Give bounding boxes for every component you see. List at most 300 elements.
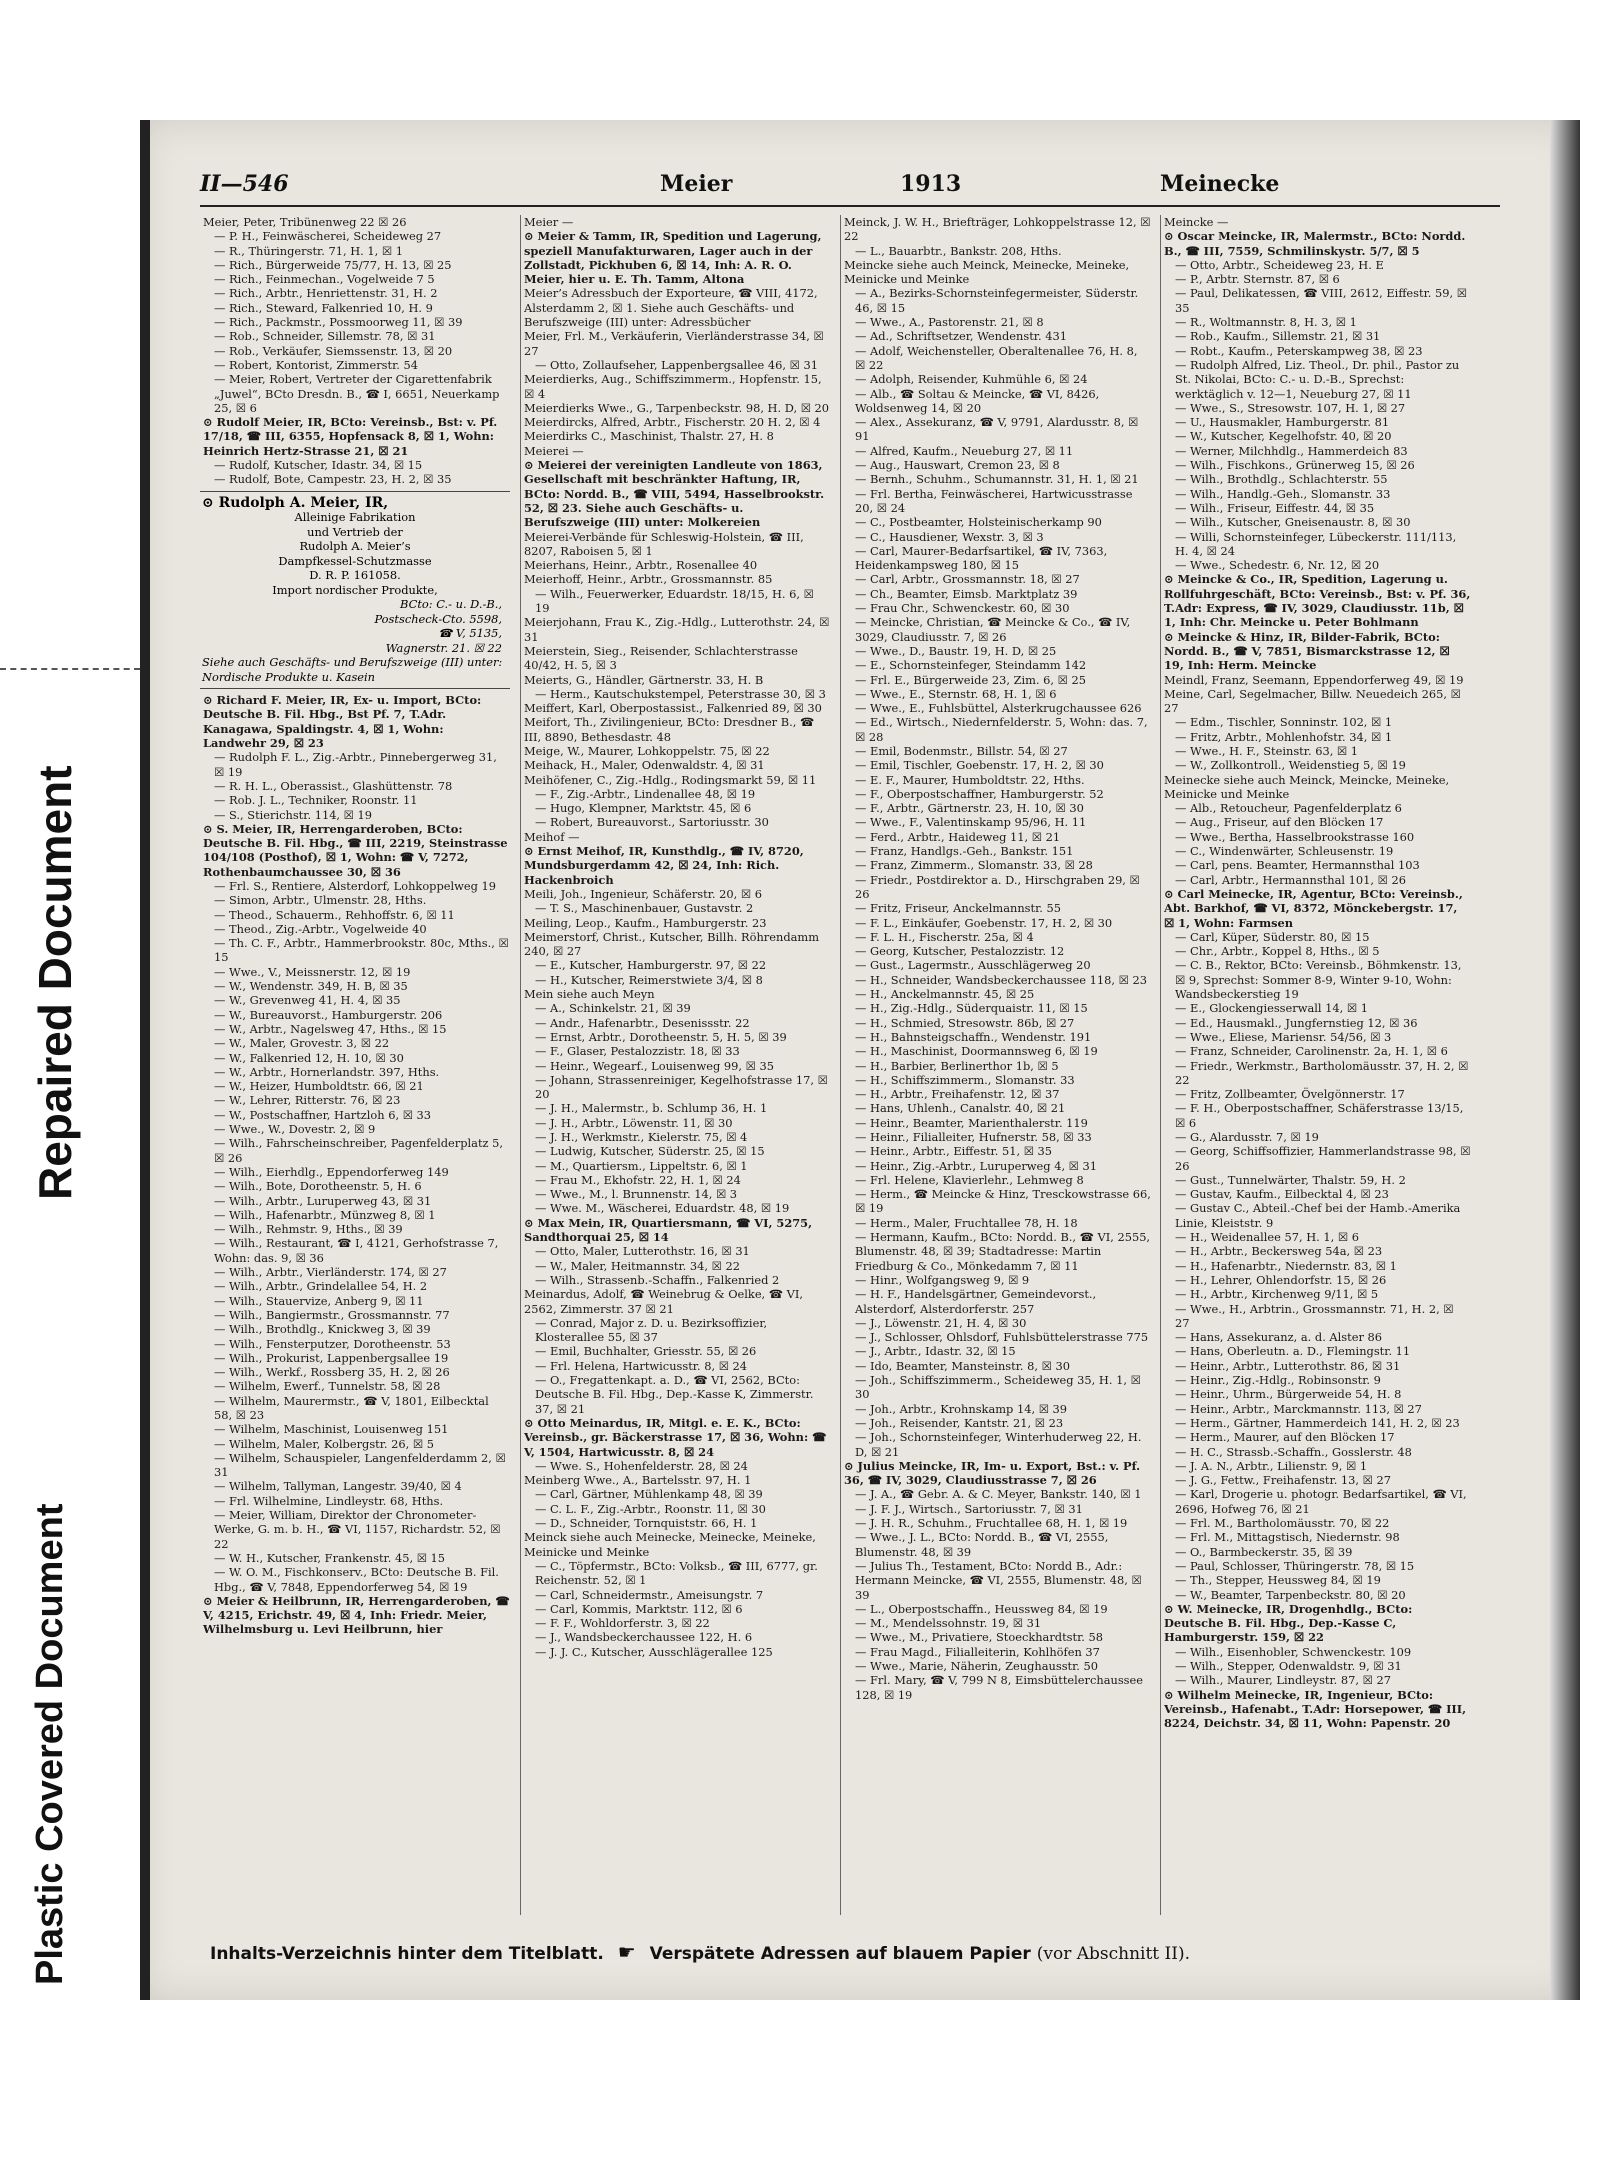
directory-entry: — Rich., Packmstr., Possmoorweg 11, ☒ 39 bbox=[214, 315, 463, 330]
directory-entry: — Rob., Kaufm., Sillemstr. 21, ☒ 31 bbox=[1175, 329, 1381, 344]
page-footer bbox=[210, 1940, 1510, 1964]
directory-entry: — R. H. L., Oberassist., Glashüttenstr. 78 bbox=[214, 778, 453, 793]
directory-entry: — J., Löwenstr. 21, H. 4, ☒ 30 bbox=[855, 1315, 1027, 1330]
directory-entry: — Edm., Tischler, Sonninstr. 102, ☒ 1 bbox=[1175, 715, 1393, 730]
header-last-word: Meinecke bbox=[1160, 171, 1280, 197]
directory-entry: — Ernst, Arbtr., Dorotheenstr. 5, H. 5, ☒ 39 bbox=[535, 1029, 787, 1044]
directory-entry: Meincke siehe auch Meinck, Meinecke, Meineke, Meinicke und Meinke bbox=[844, 257, 1130, 287]
directory-entry: Meiling, Leop., Kaufm., Hamburgerstr. 23 bbox=[524, 915, 767, 930]
directory-entry: — Fritz, Friseur, Anckelmannstr. 55 bbox=[855, 901, 1062, 916]
directory-entry: — Herm., ☎ Meincke & Hinz, Tresckowstrasse 66, ☒ 19 bbox=[855, 1187, 1151, 1216]
directory-entry: — R., Thüringerstr. 71, H. 1, ☒ 1 bbox=[214, 243, 403, 258]
directory-entry: — Fritz, Arbtr., Mohlenhofstr. 34, ☒ 1 bbox=[1175, 729, 1393, 744]
advertisement-line: und Vertrieb der bbox=[307, 524, 403, 539]
directory-entry: — Carl, Küper, Süderstr. 80, ☒ 15 bbox=[1175, 929, 1370, 944]
directory-entry: — Frl. M., Bartholomäusstr. 70, ☒ 22 bbox=[1175, 1516, 1390, 1531]
directory-entry: — W., Arbtr., Hornerlandstr. 397, Hths. bbox=[214, 1064, 440, 1079]
directory-entry: Meier, Frl. M., Verkäuferin, Vierländerstrasse 34, ☒ 27 bbox=[524, 329, 824, 358]
advertisement-line: Import nordischer Produkte, bbox=[272, 582, 438, 597]
directory-entry: — W. O. M., Fischkonserv., BCto: Deutsche B. Fil. Hbg., ☎ V, 7848, Eppendorferweg 54, ☒ 19 bbox=[214, 1565, 499, 1594]
advertisement-line: Alleinige Fabrikation bbox=[294, 510, 416, 525]
directory-entry: — Friedr., Postdirektor a. D., Hirschgraben 29, ☒ 26 bbox=[855, 872, 1140, 901]
directory-entry: — Carl, Schneidermstr., Ameisungstr. 7 bbox=[535, 1587, 764, 1602]
directory-entry: — Chr., Arbtr., Koppel 8, Hths., ☒ 5 bbox=[1175, 944, 1380, 959]
advertisement-line: Dampfkessel-Schutzmasse bbox=[278, 553, 432, 568]
directory-entry: — O., Fregattenkapt. a. D., ☎ VI, 2562, BCto: Deutsche B. Fil. Hbg., Dep.-Kasse K, Zimmerstr. 37, ☒ 21 bbox=[535, 1373, 814, 1416]
directory-entry: — E. F., Maurer, Humboldtstr. 22, Hths. bbox=[855, 772, 1085, 787]
directory-entry: — H., Arbtr., Beckersweg 54a, ☒ 23 bbox=[1175, 1244, 1383, 1259]
directory-entry: Meier’s Adressbuch der Exporteure, ☎ VIII, 4172, Alsterdamm 2, ☒ 1. Siehe auch Geschäfts- und Berufszweige (III) unter: Adressbücher bbox=[524, 286, 818, 330]
directory-entry: — Andr., Hafenarbtr., Desenissstr. 22 bbox=[535, 1015, 750, 1030]
directory-entry: — Wilh., Maurer, Lindleystr. 87, ☒ 27 bbox=[1175, 1673, 1391, 1688]
directory-entry: — Carl, Maurer-Bedarfsartikel, ☎ IV, 7363, Heidenkampsweg 180, ☒ 15 bbox=[855, 543, 1108, 573]
directory-entry: — G., Alardusstr. 7, ☒ 19 bbox=[1175, 1130, 1319, 1144]
directory-entry: — Wilh., Kutscher, Gneisenaustr. 8, ☒ 30 bbox=[1175, 515, 1411, 530]
directory-entry: ⊙ Wilhelm Meinecke, IR, Ingenieur, BCto: Vereinsb., Hafenabt., T.Adr: Horsepower, ☎ III, 8224, Deichstr. 34, ☒ 11, Wohn: Papenstr. 20 bbox=[1164, 1687, 1467, 1731]
directory-entry: — W., Grevenweg 41, H. 4, ☒ 35 bbox=[214, 993, 401, 1008]
directory-entry: — Herm., Gärtner, Hammerdeich 141, H. 2, ☒ 23 bbox=[1175, 1415, 1460, 1430]
directory-entry: — Wwe. M., Wäscherei, Eduardstr. 48, ☒ 19 bbox=[535, 1201, 790, 1216]
directory-entry: — W., Maler, Grovestr. 3, ☒ 22 bbox=[214, 1036, 390, 1051]
directory-entry: — Alb., Retoucheur, Pagenfelderplatz 6 bbox=[1175, 801, 1402, 816]
directory-entry: — Heinr., Arbtr., Eiffestr. 51, ☒ 35 bbox=[855, 1144, 1053, 1159]
directory-entry: — Franz, Handlgs.-Geh., Bankstr. 151 bbox=[855, 844, 1074, 859]
directory-entry: Mein siehe auch Meyn bbox=[524, 987, 655, 1002]
plastic-covered-label bbox=[28, 1504, 72, 1985]
directory-entry: Meierhoff, Heinr., Arbtr., Grossmannstr. 85 bbox=[524, 572, 773, 587]
directory-entry: — Wwe., M., l. Brunnenstr. 14, ☒ 3 bbox=[535, 1187, 738, 1202]
column-2 bbox=[520, 215, 831, 1915]
directory-entry: — Herm., Maurer, auf den Blöcken 17 bbox=[1175, 1430, 1395, 1445]
directory-entry: — Paul, Delikatessen, ☎ VIII, 2612, Eiffestr. 59, ☒ 35 bbox=[1175, 286, 1467, 315]
directory-entry: — Simon, Arbtr., Ulmenstr. 28, Hths. bbox=[214, 893, 427, 908]
directory-entry: — Heinr., Filialleiter, Hufnerstr. 58, ☒ 33 bbox=[855, 1130, 1092, 1144]
directory-entry: — Wilh., Brothdlg., Knickweg 3, ☒ 39 bbox=[214, 1322, 431, 1337]
directory-entry: — Emil, Buchhalter, Griesstr. 55, ☒ 26 bbox=[535, 1344, 757, 1359]
directory-entry: — Wilhelm, Maurermstr., ☎ V, 1801, Eilbecktal 58, ☒ 23 bbox=[214, 1393, 489, 1422]
directory-entry: — Joh., Schornsteinfeger, Winterhuderweg 22, H. D, ☒ 21 bbox=[855, 1430, 1142, 1459]
directory-entry: — Theod., Zig.-Arbtr., Vogelweide 40 bbox=[214, 921, 427, 936]
directory-entry: Meierts, G., Händler, Gärtnerstr. 33, H. B bbox=[524, 672, 764, 687]
directory-entry: — Aug., Hauswart, Cremon 23, ☒ 8 bbox=[855, 458, 1060, 473]
directory-entry: — Joh., Reisender, Kantstr. 21, ☒ 23 bbox=[855, 1415, 1064, 1430]
directory-entry: — Otto, Zollaufseher, Lappenbergsallee 46, ☒ 31 bbox=[535, 357, 818, 372]
directory-entry: — Heinr., Beamter, Marienthalerstr. 119 bbox=[855, 1115, 1088, 1130]
directory-entry: — F. L., Einkäufer, Goebenstr. 17, H. 2, ☒ 30 bbox=[855, 915, 1113, 930]
directory-entry: — Friedr., Werkmstr., Bartholomäusstr. 37, H. 2, ☒ 22 bbox=[1175, 1058, 1469, 1087]
directory-entry: — Wwe., Schedestr. 6, Nr. 12, ☒ 20 bbox=[1175, 558, 1380, 573]
directory-entry: Meinecke siehe auch Meinck, Meincke, Meineke, Meinicke und Meinke bbox=[1164, 772, 1450, 801]
repaired-document-label: Repaired Document bbox=[29, 765, 81, 1200]
directory-entry: — Wilh., Fahrscheinschreiber, Pagenfelderplatz 5, ☒ 26 bbox=[214, 1136, 504, 1165]
directory-entry: Meimerstorf, Christ., Kutscher, Billh. Röhrendamm 240, ☒ 27 bbox=[524, 929, 819, 959]
directory-entry: — H., Schneider, Wandsbeckerchaussee 118, ☒ 23 bbox=[855, 972, 1147, 987]
directory-entry: — E., Glockengiesserwall 14, ☒ 1 bbox=[1175, 1001, 1368, 1016]
directory-entry: Meierstein, Sieg., Reisender, Schlachterstrasse 40/42, H. 5, ☒ 3 bbox=[524, 643, 798, 673]
directory-entry: — Rich., Feinmechan., Vogelweide 7 5 bbox=[214, 272, 435, 287]
directory-entry: Meili, Joh., Ingenieur, Schäferstr. 20, ☒ 6 bbox=[524, 886, 762, 901]
directory-entry: — C., Töpfermstr., BCto: Volksb., ☎ III, 6777, gr. Reichenstr. 52, ☒ 1 bbox=[535, 1558, 818, 1588]
directory-entry: — Wilh., Arbtr., Grindelallee 54, H. 2 bbox=[214, 1279, 428, 1294]
directory-entry: ⊙ Meincke & Hinz, IR, Bilder-Fabrik, BCto: Nordd. B., ☎ V, 7851, Bismarckstrasse 12, ☒ 19, Inh: Herm. Meincke bbox=[1164, 629, 1450, 673]
directory-entry: — Ch., Beamter, Eimsb. Marktplatz 39 bbox=[855, 586, 1078, 601]
directory-entry: — M., Mendelssohnstr. 19, ☒ 31 bbox=[855, 1616, 1042, 1631]
directory-entry: — Heinr., Uhrm., Bürgerweide 54, H. 8 bbox=[1175, 1387, 1402, 1402]
directory-entry: — Karl, Drogerie u. photogr. Bedarfsartikel, ☎ VI, 2696, Hofweg 76, ☒ 21 bbox=[1175, 1487, 1467, 1516]
directory-entry: — H. C., Strassb.-Schaffn., Gosslerstr. 48 bbox=[1175, 1444, 1412, 1459]
directory-entry: — Hans, Assekuranz, a. d. Alster 86 bbox=[1175, 1330, 1383, 1345]
directory-entry: — Gustav, Kaufm., Eilbecktal 4, ☒ 23 bbox=[1175, 1187, 1389, 1202]
directory-entry: — Frau M., Ekhofstr. 22, H. 1, ☒ 24 bbox=[535, 1172, 741, 1187]
directory-entry: — Rudolf, Kutscher, Idastr. 34, ☒ 15 bbox=[214, 458, 423, 473]
directory-entry: — Wilh., Restaurant, ☎ I, 4121, Gerhofstrasse 7, Wohn: das. 9, ☒ 36 bbox=[214, 1236, 499, 1265]
footer-index-note: Inhalts-Verzeichnis hinter dem Titelblatt. bbox=[210, 1944, 604, 1964]
directory-entry: — Georg, Kutscher, Pestalozzistr. 12 bbox=[855, 944, 1065, 959]
directory-entry: — L., Bauarbtr., Bankstr. 208, Hths. bbox=[855, 243, 1062, 258]
directory-entry: — Frau Magd., Filialleiterin, Kohlhöfen 37 bbox=[855, 1644, 1100, 1659]
directory-entry: — Rudolph Alfred, Liz. Theol., Dr. phil., Pastor zu St. Nikolai, BCto: C.- u. D.-B., Sprechst: werktäglich v. 12—1, Neueburg 27, ☒ 11 bbox=[1175, 357, 1460, 401]
footer-section-ref: (vor Abschnitt II). bbox=[1036, 1944, 1190, 1964]
directory-entry: — Theod., Schauerm., Rehhoffstr. 6, ☒ 11 bbox=[214, 907, 455, 922]
directory-entry: Meinardus, Adolf, ☎ Weinebrug & Oelke, ☎ VI, 2562, Zimmerstr. 37 ☒ 21 bbox=[524, 1287, 803, 1316]
page-header bbox=[200, 165, 1500, 207]
directory-entry: — C., Hausdiener, Wexstr. 3, ☒ 3 bbox=[855, 529, 1044, 544]
directory-entry: — Wwe., S., Stresowstr. 107, H. 1, ☒ 27 bbox=[1175, 400, 1406, 415]
directory-entry: — Carl, Arbtr., Hermannsthal 101, ☒ 26 bbox=[1175, 872, 1406, 887]
directory-entry: Meinck, J. W. H., Briefträger, Lohkoppelstrasse 12, ☒ 22 bbox=[844, 215, 1151, 244]
directory-entry: Meierdirks C., Maschinist, Thalstr. 27, H. 8 bbox=[524, 429, 774, 444]
directory-entry: — A., Schinkelstr. 21, ☒ 39 bbox=[535, 1001, 691, 1016]
directory-entry: — Robert, Bureauvorst., Sartoriusstr. 30 bbox=[535, 815, 769, 830]
directory-entry: — E., Kutscher, Hamburgerstr. 97, ☒ 22 bbox=[535, 958, 767, 973]
directory-entry: Meine, Carl, Segelmacher, Billw. Neuedeich 265, ☒ 27 bbox=[1164, 686, 1461, 716]
directory-entry: — Th. C. F., Arbtr., Hammerbrookstr. 80c, Mths., ☒ 15 bbox=[214, 936, 509, 965]
directory-entry: Meihack, H., Maler, Odenwaldstr. 4, ☒ 31 bbox=[524, 758, 765, 773]
directory-entry: — Wilhelm, Ewerf., Tunnelstr. 58, ☒ 28 bbox=[214, 1379, 441, 1394]
advertisement-line: Postscheck-Cto. 5598, bbox=[374, 611, 502, 626]
directory-entry: — Wwe., D., Baustr. 19, H. D, ☒ 25 bbox=[855, 643, 1057, 658]
directory-entry: — Aug., Friseur, auf den Blöcken 17 bbox=[1175, 815, 1384, 830]
directory-entry: Meier, Peter, Tribünenweg 22 ☒ 26 bbox=[203, 215, 407, 229]
directory-entry: Meierei-Verbände für Schleswig-Holstein, ☎ III, 8207, Raboisen 5, ☒ 1 bbox=[524, 529, 804, 558]
directory-entry: — W., Lehrer, Ritterstr. 76, ☒ 23 bbox=[214, 1093, 401, 1108]
directory-entry: — Wilhelm, Maler, Kolbergstr. 26, ☒ 5 bbox=[214, 1436, 434, 1451]
directory-entry: — Carl, pens. Beamter, Hermannsthal 103 bbox=[1175, 858, 1420, 873]
directory-entry: — Wwe., H. F., Steinstr. 63, ☒ 1 bbox=[1175, 743, 1359, 758]
directory-entry: — F. L. H., Fischerstr. 25a, ☒ 4 bbox=[855, 929, 1034, 944]
directory-entry: — Wilh., Handlg.-Geh., Slomanstr. 33 bbox=[1175, 486, 1391, 501]
directory-entry: — Adolf, Weichensteller, Oberaltenallee 76, H. 8, ☒ 22 bbox=[855, 343, 1138, 372]
directory-entry: — Heinr., Arbtr., Marckmannstr. 113, ☒ 27 bbox=[1175, 1401, 1422, 1416]
directory-entry: — Herm., Maler, Fruchtallee 78, H. 18 bbox=[855, 1215, 1078, 1230]
directory-entry: Meindl, Franz, Seemann, Eppendorferweg 49, ☒ 19 bbox=[1164, 672, 1464, 687]
advertisement-line: Rudolph A. Meier’s bbox=[299, 539, 411, 554]
directory-entry: — Franz, Schneider, Carolinenstr. 2a, H. 1, ☒ 6 bbox=[1175, 1044, 1448, 1059]
directory-entry: — H., Bahnsteigschaffn., Wendenstr. 191 bbox=[855, 1029, 1092, 1044]
directory-entry: — Alfred, Kaufm., Neueburg 27, ☒ 11 bbox=[855, 443, 1074, 458]
directory-entry: — Hermann, Kaufm., BCto: Nordd. B., ☎ VI, 2555, Blumenstr. 48, ☒ 39; Stadtadresse: Martin Friedburg & Co., Mönkedamm 7, ☒ 11 bbox=[855, 1230, 1151, 1273]
directory-entry: — W., Beamter, Tarpenbeckstr. 80, ☒ 20 bbox=[1175, 1587, 1406, 1602]
directory-entry: — Rich., Steward, Falkenried 10, H. 9 bbox=[214, 300, 433, 315]
directory-entry: — Hugo, Klempner, Marktstr. 45, ☒ 6 bbox=[535, 801, 752, 816]
directory-entry: — P. H., Feinwäscherei, Scheideweg 27 bbox=[214, 229, 442, 244]
directory-entry: — W., Bureauvorst., Hamburgerstr. 206 bbox=[214, 1007, 443, 1022]
directory-entry: — W., Arbtr., Nagelsweg 47, Hths., ☒ 15 bbox=[214, 1021, 447, 1036]
directory-entry: Meier — bbox=[524, 215, 574, 229]
directory-entry: — T. S., Maschinenbauer, Gustavstr. 2 bbox=[535, 901, 754, 916]
directory-entry: Meinck siehe auch Meinecke, Meinecke, Meineke, Meinicke und Meinke bbox=[524, 1530, 816, 1559]
directory-entry: — J. H., Werkmstr., Kielerstr. 75, ☒ 4 bbox=[535, 1130, 748, 1144]
directory-entry: — Frl. M., Mittagstisch, Niedernstr. 98 bbox=[1175, 1530, 1400, 1545]
directory-entry: — Frl. Helena, Hartwicusstr. 8, ☒ 24 bbox=[535, 1358, 748, 1373]
directory-entry: — Ludwig, Kutscher, Süderstr. 25, ☒ 15 bbox=[535, 1144, 765, 1159]
directory-entry: — H., Kutscher, Reimerstwiete 3/4, ☒ 8 bbox=[535, 972, 763, 987]
directory-entry: — Frl. Bertha, Feinwäscherei, Hartwicusstrasse 20, ☒ 24 bbox=[855, 486, 1133, 515]
directory-entry: — R., Woltmannstr. 8, H. 3, ☒ 1 bbox=[1175, 315, 1357, 330]
directory-entry: — Wilh., Werkf., Rossberg 35, H. 2, ☒ 26 bbox=[214, 1365, 450, 1380]
directory-entry: — Wilhelm, Schauspieler, Langenfelderdamm 2, ☒ 31 bbox=[214, 1450, 506, 1480]
directory-entry: — J. F. J., Wirtsch., Sartoriusstr. 7, ☒ 31 bbox=[855, 1501, 1083, 1516]
directory-entry: — Werner, Milchhdlg., Hammerdeich 83 bbox=[1175, 443, 1408, 458]
directory-entry: Meierdierks Wwe., G., Tarpenbeckstr. 98, H. D, ☒ 20 bbox=[524, 400, 830, 415]
plastic-covered-label-line1: Plastic Covered Document bbox=[29, 1503, 71, 1985]
directory-entry: — Paul, Schlosser, Thüringerstr. 78, ☒ 15 bbox=[1175, 1558, 1415, 1573]
directory-entry: — Rudolf, Bote, Campestr. 23, H. 2, ☒ 35 bbox=[214, 472, 452, 487]
directory-entry: — M., Quartiersm., Lippeltstr. 6, ☒ 1 bbox=[535, 1158, 748, 1173]
directory-entry: — Ad., Schriftsetzer, Wendenstr. 431 bbox=[855, 329, 1067, 344]
directory-entry: — W., Heizer, Humboldtstr. 66, ☒ 21 bbox=[214, 1079, 424, 1094]
directory-entry: ⊙ Max Mein, IR, Quartiersmann, ☎ VI, 5275, Sandthorquai 25, ☒ 14 bbox=[524, 1215, 813, 1245]
directory-entry: — Frl. S., Rentiere, Alsterdorf, Lohkoppelweg 19 bbox=[214, 879, 497, 893]
directory-entry: — Wwe., V., Meissnerstr. 12, ☒ 19 bbox=[214, 964, 411, 979]
directory-entry: Meiffert, Karl, Oberpostassist., Falkenried 89, ☒ 30 bbox=[524, 701, 822, 716]
directory-entry: — F., Oberpostschaffner, Hamburgerstr. 52 bbox=[855, 786, 1104, 801]
directory-entry: — C. L. F., Zig.-Arbtr., Roonstr. 11, ☒ 30 bbox=[535, 1501, 766, 1516]
page-right-edge bbox=[1550, 120, 1580, 2000]
directory-entry: — Wilh., Prokurist, Lappenbergsallee 19 bbox=[214, 1350, 449, 1365]
directory-entry: — Meincke, Christian, ☎ Meincke & Co., ☎ IV, 3029, Claudiusstr. 7, ☒ 26 bbox=[855, 615, 1131, 644]
directory-entry: — C. B., Rektor, BCto: Vereinsb., Böhmkenstr. 13, ☒ 9, Sprechst: Sommer 8-9, Winter 9-10, Wohn: Wandsbeckerstieg 19 bbox=[1175, 958, 1462, 1002]
directory-entry: — Hans, Uhlenh., Canalstr. 40, ☒ 21 bbox=[855, 1101, 1066, 1116]
column-1 bbox=[200, 215, 510, 1915]
directory-entry: Meierei — bbox=[524, 443, 584, 458]
directory-entry: — F., Zig.-Arbtr., Lindenallee 48, ☒ 19 bbox=[535, 786, 756, 801]
directory-entry: — S., Stierichstr. 114, ☒ 19 bbox=[214, 807, 373, 822]
directory-entry: Meierdircks, Alfred, Arbtr., Fischerstr. 20 H. 2, ☒ 4 bbox=[524, 415, 821, 430]
directory-entry: — Wwe., F., Valentinskamp 95/96, H. 11 bbox=[855, 815, 1087, 830]
directory-entry: — Frl. E., Bürgerweide 23, Zim. 6, ☒ 25 bbox=[855, 672, 1086, 687]
directory-entry: — Rob. J. L., Techniker, Roonstr. 11 bbox=[214, 793, 418, 808]
directory-entry: — Wilh., Stepper, Odenwaldstr. 9, ☒ 31 bbox=[1175, 1658, 1402, 1673]
directory-entry: — Wilh., Friseur, Eiffestr. 44, ☒ 35 bbox=[1175, 500, 1375, 515]
directory-entry: Meierdierks, Aug., Schiffszimmerm., Hopfenstr. 15, ☒ 4 bbox=[524, 372, 822, 401]
directory-entry: — Ido, Beamter, Mansteinstr. 8, ☒ 30 bbox=[855, 1358, 1070, 1373]
directory-entry: ⊙ Julius Meincke, IR, Im- u. Export, Bst.: v. Pf. 36, ☎ IV, 3029, Claudiusstrasse 7, ☒ 26 bbox=[844, 1458, 1141, 1488]
directory-entry: — Carl, Kommis, Marktstr. 112, ☒ 6 bbox=[535, 1601, 743, 1616]
directory-entry: Meihof — bbox=[524, 829, 580, 844]
directory-entry: ⊙ Meierei der vereinigten Landleute von 1863, Gesellschaft mit beschränkter Haftung, IR, BCto: Nordd. B., ☎ VIII, 5494, Hasselbrookstr. 52, ☒ 23. Siehe auch Geschäfts- u. Berufszweige (III) unter: Molkereien bbox=[524, 458, 825, 530]
directory-entry: — P., Arbtr. Sternstr. 87, ☒ 6 bbox=[1175, 272, 1340, 287]
directory-entry: — H., Schmied, Stresowstr. 86b, ☒ 27 bbox=[855, 1015, 1075, 1030]
directory-entry: — H., Barbier, Berlinerthor 1b, ☒ 5 bbox=[855, 1058, 1059, 1073]
directory-entry: — Wilh., Feuerwerker, Eduardstr. 18/15, H. 6, ☒ 19 bbox=[535, 586, 814, 616]
directory-entry: — Wilh., Arbtr., Vierländerstr. 174, ☒ 27 bbox=[214, 1265, 447, 1280]
directory-entry: — F., Arbtr., Gärtnerstr. 23, H. 10, ☒ 30 bbox=[855, 801, 1084, 816]
cut-line bbox=[0, 668, 140, 670]
directory-entry: — Rich., Bürgerweide 75/77, H. 13, ☒ 25 bbox=[214, 257, 452, 272]
directory-entry: — H., Schiffszimmerm., Slomanstr. 33 bbox=[855, 1072, 1075, 1087]
directory-entry: — W., Kutscher, Kegelhofstr. 40, ☒ 20 bbox=[1175, 429, 1392, 444]
directory-entry: — Alex., Assekuranz, ☎ V, 9791, Alardusstr. 8, ☒ 91 bbox=[855, 415, 1139, 444]
directory-entry: — H., Weidenallee 57, H. 1, ☒ 6 bbox=[1175, 1230, 1359, 1245]
directory-entry: — Otto, Maler, Lutterothstr. 16, ☒ 31 bbox=[535, 1244, 750, 1259]
directory-entry: — Emil, Tischler, Goebenstr. 17, H. 2, ☒ 30 bbox=[855, 758, 1104, 773]
directory-entry: — Hinr., Wolfgangsweg 9, ☒ 9 bbox=[855, 1272, 1030, 1287]
directory-entry: — Emil, Bodenmstr., Billstr. 54, ☒ 27 bbox=[855, 743, 1068, 758]
directory-entry: — D., Schneider, Tornquiststr. 66, H. 1 bbox=[535, 1516, 758, 1531]
directory-entry: — J. A. N., Arbtr., Lilienstr. 9, ☒ 1 bbox=[1175, 1458, 1368, 1473]
directory-entry: — Wwe., E., Fuhlsbüttel, Alsterkrugchaussee 626 bbox=[855, 701, 1142, 716]
directory-entry: — J. A., ☎ Gebr. A. & C. Meyer, Bankstr. 140, ☒ 1 bbox=[855, 1487, 1142, 1502]
directory-entry: — Gust., Lagermstr., Ausschlägerweg 20 bbox=[855, 958, 1091, 973]
directory-entry: — Gustav C., Abteil.-Chef bei der Hamb.-Amerika Linie, Kleiststr. 9 bbox=[1175, 1201, 1461, 1230]
directory-entry: — Th., Stepper, Heussweg 84, ☒ 19 bbox=[1175, 1573, 1381, 1588]
directory-entry: — Meier, William, Direktor der Chronometer-Werke, G. m. b. H., ☎ VI, 1157, Richardstr. 52, ☒ 22 bbox=[214, 1508, 501, 1551]
directory-entry: — Wwe., Marie, Näherin, Zeughausstr. 50 bbox=[855, 1658, 1099, 1673]
directory-entry: — Bernh., Schuhm., Schumannstr. 31, H. 1, ☒ 21 bbox=[855, 472, 1139, 487]
directory-entry: — Heinr., Wegearf., Louisenweg 99, ☒ 35 bbox=[535, 1058, 774, 1073]
directory-entry: — F. F., Wohldorferstr. 3, ☒ 22 bbox=[535, 1616, 710, 1631]
directory-entry: — W., Maler, Heitmannstr. 34, ☒ 22 bbox=[535, 1258, 740, 1273]
directory-entry: — J. H. R., Schuhm., Fruchtallee 68, H. 1, ☒ 19 bbox=[855, 1516, 1128, 1531]
directory-entry: — Wwe., A., Pastorenstr. 21, ☒ 8 bbox=[855, 315, 1044, 330]
directory-entry: — Wilh., Hafenarbtr., Münzweg 8, ☒ 1 bbox=[214, 1207, 436, 1222]
directory-entry: — F., Glaser, Pestalozzistr. 18, ☒ 33 bbox=[535, 1044, 740, 1059]
advertisement-line: Wagnerstr. 21. ☒ 22 bbox=[385, 640, 502, 655]
directory-entry: — Heinr., Arbtr., Lutterothstr. 86, ☒ 31 bbox=[1175, 1358, 1401, 1373]
directory-entry: — Rich., Arbtr., Henriettenstr. 31, H. 2 bbox=[214, 286, 438, 301]
directory-entry: — Heinr., Zig.-Hdlg., Robinsonstr. 9 bbox=[1175, 1373, 1381, 1388]
directory-entry: — Conrad, Major z. D. u. Bezirksoffizier, Klosterallee 55, ☒ 37 bbox=[535, 1315, 768, 1345]
directory-entry: — Heinr., Zig.-Arbtr., Luruperweg 4, ☒ 31 bbox=[855, 1158, 1098, 1173]
advertisement-title: ⊙ Rudolph A. Meier, IR, bbox=[202, 494, 389, 511]
directory-entry: ⊙ Otto Meinardus, IR, Mitgl. e. E. K., BCto: Vereinsb., gr. Bäckerstrasse 17, ☒ 36, Wohn: ☎ V, 1504, Hartwicusstr. 8, ☒ 24 bbox=[524, 1415, 827, 1459]
directory-entry: — Julius Th., Testament, BCto: Nordd B., Adr.: Hermann Meincke, ☎ VI, 2555, Blumenstr. 48, ☒ 39 bbox=[855, 1558, 1142, 1602]
directory-entry: — Herm., Kautschukstempel, Peterstrasse 30, ☒ 3 bbox=[535, 686, 826, 701]
directory-entry: — J. H., Malermstr., b. Schlump 36, H. 1 bbox=[535, 1101, 768, 1116]
directory-entry: — Wilh., Strassenb.-Schaffn., Falkenried 2 bbox=[535, 1272, 780, 1287]
directory-entry: — Alb., ☎ Soltau & Meincke, ☎ VI, 8426, Woldsenweg 14, ☒ 20 bbox=[855, 386, 1100, 415]
directory-entry: — J. G., Fettw., Freihafenstr. 13, ☒ 27 bbox=[1175, 1473, 1391, 1488]
directory-entry: — Joh., Schiffszimmerm., Scheideweg 35, H. 1, ☒ 30 bbox=[855, 1373, 1141, 1402]
directory-entry: — Wilhelm, Tallyman, Langestr. 39/40, ☒ 4 bbox=[214, 1479, 462, 1494]
directory-entry: — L., Oberpostschaffn., Heussweg 84, ☒ 19 bbox=[855, 1601, 1108, 1616]
directory-entry: Meihöfener, C., Zig.-Hdlg., Rodingsmarkt 59, ☒ 11 bbox=[524, 772, 817, 787]
footer-late-addresses: Verspätete Adressen auf blauem Papier bbox=[649, 1944, 1031, 1964]
directory-entry: — Wilh., Stauervize, Anberg 9, ☒ 11 bbox=[214, 1293, 424, 1308]
directory-entry: — O., Barmbeckerstr. 35, ☒ 39 bbox=[1175, 1544, 1353, 1559]
directory-entry: — H., Lehrer, Ohlendorfstr. 15, ☒ 26 bbox=[1175, 1272, 1387, 1287]
page-number: II—546 bbox=[200, 171, 289, 197]
directory-entry: — Johann, Strassenreiniger, Kegelhofstrasse 17, ☒ 20 bbox=[535, 1072, 828, 1102]
directory-entry: — J., Schlosser, Ohlsdorf, Fuhlsbüttelerstrasse 775 bbox=[855, 1330, 1149, 1345]
directory-entry: — W., Zollkontroll., Weidenstieg 5, ☒ 19 bbox=[1175, 758, 1406, 773]
directory-entry: — C., Windenwärter, Schleusenstr. 19 bbox=[1175, 844, 1394, 859]
directory-entry: ⊙ W. Meinecke, IR, Drogenhdlg., BCto: Deutsche B. Fil. Hbg., Dep.-Kasse C, Hamburgerstr. 159, ☒ 22 bbox=[1164, 1601, 1413, 1645]
directory-entry: — Gust., Tunnelwärter, Thalstr. 59, H. 2 bbox=[1175, 1172, 1406, 1187]
directory-entry: — Wwe., H., Arbtrin., Grossmannstr. 71, H. 2, ☒ 27 bbox=[1175, 1301, 1454, 1330]
column-3 bbox=[840, 215, 1151, 1915]
directory-entry: — Meier, Robert, Vertreter der Cigarettenfabrik „Juwel“, BCto Dresdn. B., ☎ I, 6651, Neuerkamp 25, ☒ 6 bbox=[214, 372, 500, 415]
directory-entry: — A., Bezirks-Schornsteinfegermeister, Süderstr. 46, ☒ 15 bbox=[855, 286, 1139, 315]
directory-entry: — Carl, Arbtr., Grossmannstr. 18, ☒ 27 bbox=[855, 572, 1080, 587]
directory-entry: — Fritz, Zollbeamter, Övelgönnerstr. 17 bbox=[1175, 1087, 1405, 1102]
directory-entry: — Rob., Verkäufer, Siemssenstr. 13, ☒ 20 bbox=[214, 343, 453, 358]
scanned-page bbox=[140, 120, 1580, 2000]
directory-entry: — Wilh., Bote, Dorotheenstr. 5, H. 6 bbox=[214, 1179, 422, 1194]
directory-entry: — H. F., Handelsgärtner, Gemeindevorst., Alsterdorf, Alsterdorferstr. 257 bbox=[855, 1287, 1097, 1316]
directory-entry: — Ed., Wirtsch., Niedernfelderstr. 5, Wohn: das. 7, ☒ 28 bbox=[855, 715, 1148, 744]
directory-entry: Meifort, Th., Zivilingenieur, BCto: Dresdner B., ☎ III, 8890, Bethesdastr. 48 bbox=[524, 715, 815, 744]
directory-entry: ⊙ Richard F. Meier, IR, Ex- u. Import, BCto: Deutsche B. Fil. Hbg., Bst Pf. 7, T.Adr. Kanagawa, Spaldingstr. 4, ☒ 1, Wohn: Landwehr 29, ☒ 23 bbox=[203, 693, 482, 751]
directory-entry: ⊙ Rudolf Meier, IR, BCto: Vereinsb., Bst: v. Pf. 17/18, ☎ III, 6355, Hopfensack 8, ☒ 1, Wohn: Heinrich Hertz-Strasse 21, ☒ 21 bbox=[203, 415, 498, 458]
directory-entry: — Wwe., J. L., BCto: Nordd. B., ☎ VI, 2555, Blumenstr. 48, ☒ 39 bbox=[855, 1530, 1109, 1559]
directory-entry: — H., Zig.-Hdlg., Süderquaistr. 11, ☒ 15 bbox=[855, 1001, 1088, 1016]
directory-entry: — Wilh., Eierhdlg., Eppendorferweg 149 bbox=[214, 1164, 449, 1179]
header-first-word: Meier bbox=[660, 171, 733, 197]
header-year: 1913 bbox=[900, 171, 962, 197]
directory-entry: — H., Arbtr., Kirchenweg 9/11, ☒ 5 bbox=[1175, 1287, 1379, 1302]
directory-entry: — Frau Chr., Schwenckestr. 60, ☒ 30 bbox=[855, 601, 1070, 616]
directory-entry: — C., Postbeamter, Holsteinischerkamp 90 bbox=[855, 515, 1102, 530]
directory-entry: — Franz, Zimmerm., Slomanstr. 33, ☒ 28 bbox=[855, 858, 1093, 873]
page-binding-edge bbox=[140, 120, 150, 2000]
directory-entry: — Ferd., Arbtr., Haideweg 11, ☒ 21 bbox=[855, 829, 1061, 844]
directory-entry: ⊙ Meier & Heilbrunn, IR, Herrengarderoben, ☎ V, 4215, Erichstr. 49, ☒ 4, Inh: Friedr. Meier, Wilhelmsburg u. Levi Heilbrunn, hier bbox=[203, 1593, 510, 1637]
directory-entry: — Ed., Hausmakl., Jungfernstieg 12, ☒ 36 bbox=[1175, 1015, 1418, 1030]
directory-entry: — Hans, Oberleutn. a. D., Flemingstr. 11 bbox=[1175, 1344, 1411, 1359]
directory-entry: — U., Hausmakler, Hamburgerstr. 81 bbox=[1175, 415, 1390, 430]
directory-entry: — Otto, Arbtr., Scheideweg 23, H. E bbox=[1175, 257, 1384, 272]
advertisement-line: D. R. P. 161058. bbox=[309, 568, 401, 583]
directory-entry: — Carl, Gärtner, Mühlenkamp 48, ☒ 39 bbox=[535, 1487, 763, 1502]
directory-entry: — Wilh., Fensterputzer, Dorotheenstr. 53 bbox=[214, 1336, 451, 1351]
directory-entry: — Wilh., Eisenhobler, Schwenckestr. 109 bbox=[1175, 1644, 1412, 1659]
directory-entry: — W. H., Kutscher, Frankenstr. 45, ☒ 15 bbox=[214, 1550, 446, 1565]
directory-entry: — Wwe., M., Privatiere, Stoeckhardtstr. 58 bbox=[855, 1630, 1104, 1645]
directory-entry: Meige, W., Maurer, Lohkoppelstr. 75, ☒ 22 bbox=[524, 743, 770, 758]
directory-entry: — Robt., Kaufm., Peterskampweg 38, ☒ 23 bbox=[1175, 343, 1423, 358]
directory-entry: — W., Falkenried 12, H. 10, ☒ 30 bbox=[214, 1050, 404, 1065]
directory-entry: — Wilh., Arbtr., Luruperweg 43, ☒ 31 bbox=[214, 1193, 432, 1208]
advertisement-line: BCto: C.- u. D.-B., bbox=[400, 597, 502, 612]
directory-entry: — Rob., Schneider, Sillemstr. 78, ☒ 31 bbox=[214, 329, 436, 344]
directory-entry: — H., Arbtr., Freihafenstr. 12, ☒ 37 bbox=[855, 1087, 1060, 1102]
directory-entry: — J., Arbtr., Idastr. 32, ☒ 15 bbox=[855, 1344, 1016, 1359]
directory-entry: — Wwe. S., Hohenfelderstr. 28, ☒ 24 bbox=[535, 1458, 748, 1473]
advertisement-note: Siehe auch Geschäfts- und Berufszweige (III) unter: Nordische Produkte u. Kasein bbox=[202, 655, 503, 684]
directory-entry: — F. H., Oberpostschaffner, Schäferstrasse 13/15, ☒ 6 bbox=[1175, 1101, 1464, 1130]
directory-entry: — Wilhelm, Maschinist, Louisenweg 151 bbox=[214, 1422, 449, 1437]
directory-entry: — J. H., Arbtr., Löwenstr. 11, ☒ 30 bbox=[535, 1115, 733, 1130]
directory-entry: — Wwe., Bertha, Hasselbrookstrasse 160 bbox=[1175, 829, 1415, 844]
directory-entry: Meierjohann, Frau K., Zig.-Hdlg., Lutterothstr. 24, ☒ 31 bbox=[524, 615, 830, 644]
directory-entry: Meinberg Wwe., A., Bartelsstr. 97, H. 1 bbox=[524, 1473, 752, 1488]
directory-entry: — H., Anckelmannstr. 45, ☒ 25 bbox=[855, 987, 1035, 1002]
directory-entry: — W., Postschaffner, Hartzloh 6, ☒ 33 bbox=[214, 1107, 432, 1122]
directory-entry: — Adolph, Reisender, Kuhmühle 6, ☒ 24 bbox=[855, 372, 1088, 387]
directory-entry: ⊙ Meier & Tamm, IR, Spedition und Lagerung, speziell Manufakturwaren, Lager auch in der Zollstadt, Pickhuben 6, ☒ 14, Inh: A. R. O. Meier, hier u. E. Th. Tamm, Altona bbox=[524, 229, 822, 287]
